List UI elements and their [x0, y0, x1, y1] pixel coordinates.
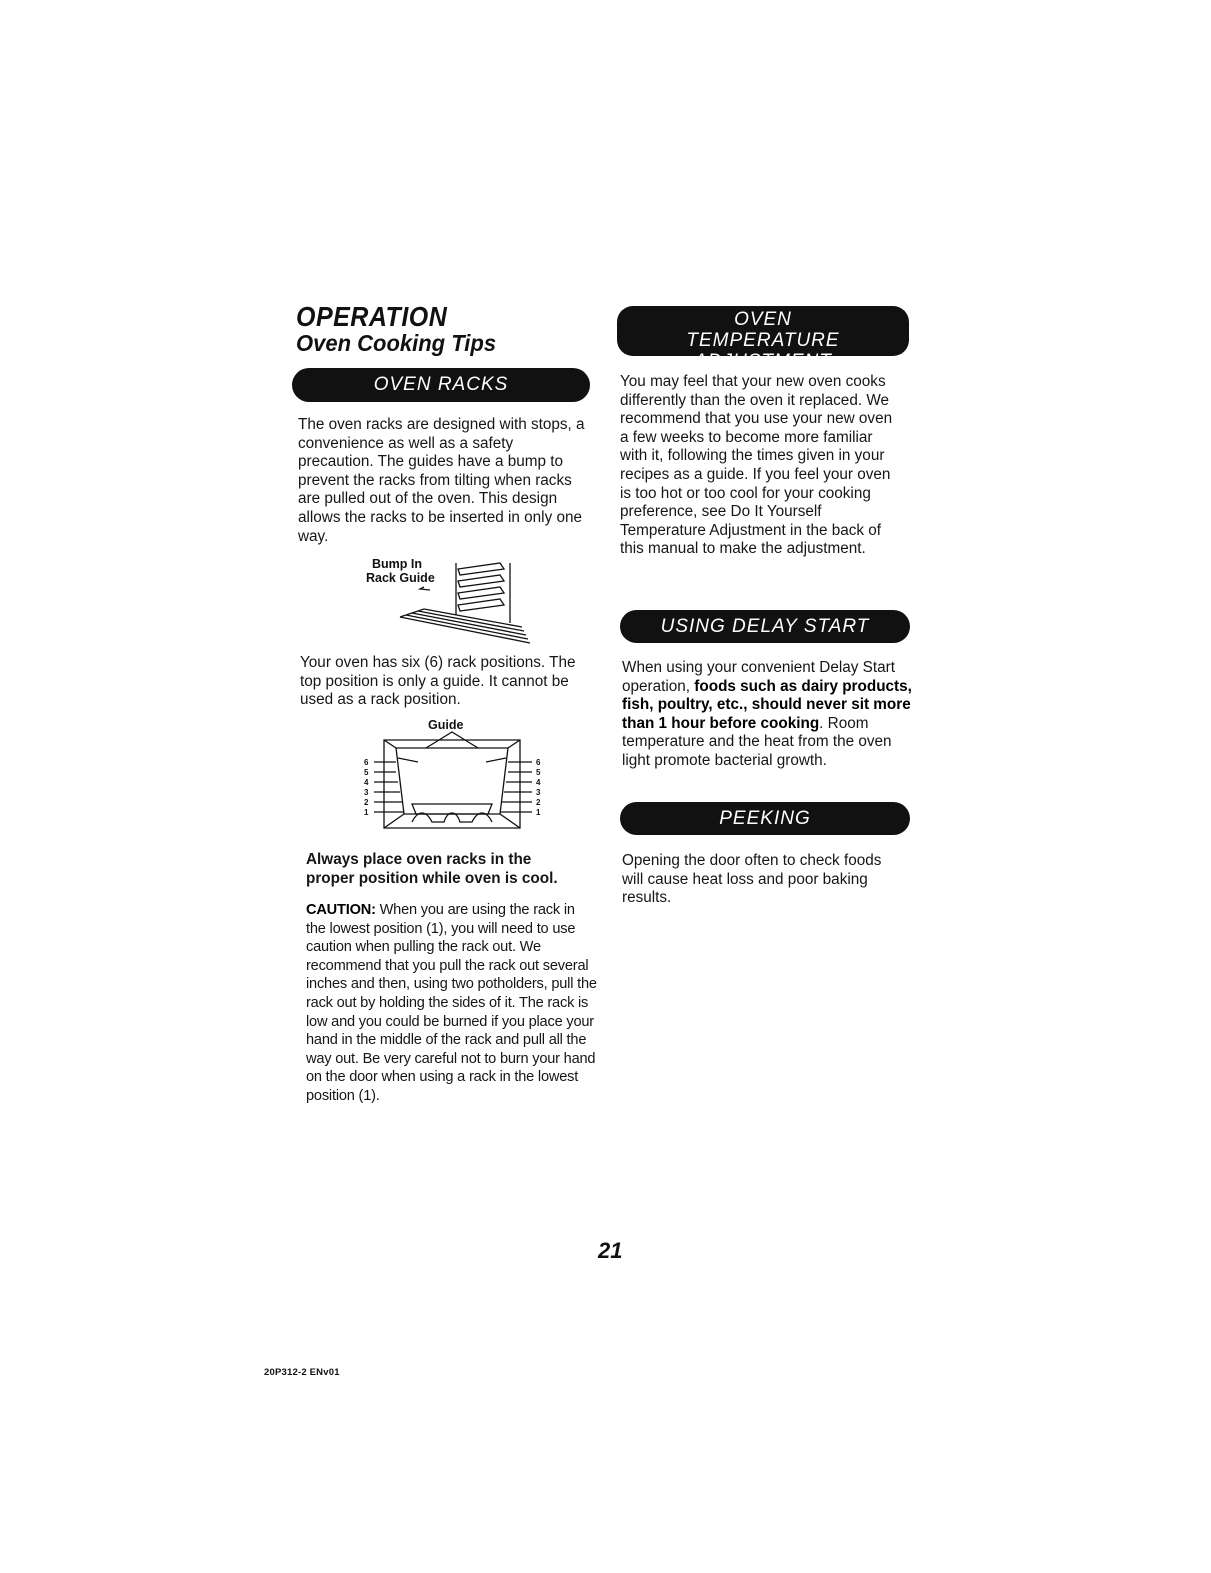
delay-start-paragraph: [622, 659, 912, 771]
rack-positions-paragraph: Your oven has six (6) rack positions. The top position is only a guide. It cannot be used as a rack position.: [300, 654, 576, 709]
peeking-heading: [620, 802, 910, 835]
always-place-note: [306, 851, 606, 888]
caution-label: CAUTION:: [306, 902, 376, 918]
delay-start-text-2: . Room temperature and the heat from the oven light promote bacterial growth.: [622, 714, 892, 769]
right-rack-number-3: 3: [536, 788, 541, 797]
figure1-label-line1: Bump In: [372, 557, 422, 571]
temperature-paragraph: You may feel that your new oven cooks differently than the oven it replaced. We recommend that you use your new oven a few weeks to become more familiar with it, following the times given in your recipes as a guide. If you feel your oven is too hot or too cool for your cooking preference, see Do It Yourself Temperature Adjustment in the back of this manual to make the adjustment.: [620, 373, 893, 558]
delay-start-warning: foods such as dairy products, fish, poultry, etc., should never sit more than 1 hour before cooking: [622, 677, 912, 732]
caution-paragraph: [306, 901, 598, 1106]
delay-start-text-1: When using your convenient Delay Start operation,: [622, 659, 895, 695]
always-place-line1: Always place oven racks in the: [306, 851, 532, 868]
delay-start-heading: [620, 610, 910, 643]
rack-guide-illustration: [360, 555, 540, 655]
right-rack-number-5: 5: [536, 768, 541, 777]
left-rack-number-6: 6: [364, 758, 369, 767]
temperature-heading-line1: OVEN: [734, 309, 792, 330]
caution-text: When you are using the rack in the lowest position (1), you will need to use caution when pulling the rack out. We recommend that you pull the rack out several inches and then, using two potholders, pull the rack out by holding the sides of it. The rack is low and you could be burned if you place your hand in the middle of the rack and pull all the way out. Be very careful not to burn your hand on the door when using a rack in the lowest position (1).: [306, 902, 597, 1104]
oven-cavity-illustration: [360, 718, 550, 838]
section-title: OPERATION: [296, 301, 448, 333]
page-title: Oven Cooking Tips: [296, 330, 497, 357]
peeking-paragraph: Opening the door often to check foods will cause heat loss and poor baking results.: [622, 852, 882, 907]
document-code: 20P312-2 ENv01: [264, 1367, 340, 1378]
figure1-label-line2: Rack Guide: [366, 571, 435, 585]
peeking-heading-text: PEEKING: [719, 808, 811, 829]
rack-guide-figure: [360, 555, 540, 655]
oven-rack-positions-figure: [360, 718, 550, 838]
figure2-label: Guide: [428, 718, 464, 732]
left-rack-number-3: 3: [364, 788, 369, 797]
temperature-adjustment-heading: [617, 306, 909, 372]
oven-racks-paragraph: The oven racks are designed with stops, a convenience as well as a safety precaution. The guides have a bump to prevent the racks from tilting when racks are pulled out of the oven. This design allows the racks to be inserted in only one way.: [298, 416, 585, 545]
right-rack-number-1: 1: [536, 808, 541, 817]
right-rack-number-6: 6: [536, 758, 541, 767]
oven-racks-heading: [292, 368, 590, 402]
right-rack-number-2: 2: [536, 798, 541, 807]
always-place-line2: proper position while oven is cool.: [306, 869, 558, 887]
right-rack-number-4: 4: [536, 778, 541, 787]
delay-start-heading-text: USING DELAY START: [660, 616, 870, 637]
oven-racks-heading-text: OVEN RACKS: [373, 374, 509, 395]
left-rack-number-5: 5: [364, 768, 369, 777]
left-rack-number-2: 2: [364, 798, 369, 807]
page-number: 21: [598, 1238, 623, 1263]
temperature-heading-line2: TEMPERATURE ADJUSTMENT: [686, 330, 840, 372]
left-rack-number-1: 1: [364, 808, 369, 817]
left-rack-number-4: 4: [364, 778, 369, 787]
